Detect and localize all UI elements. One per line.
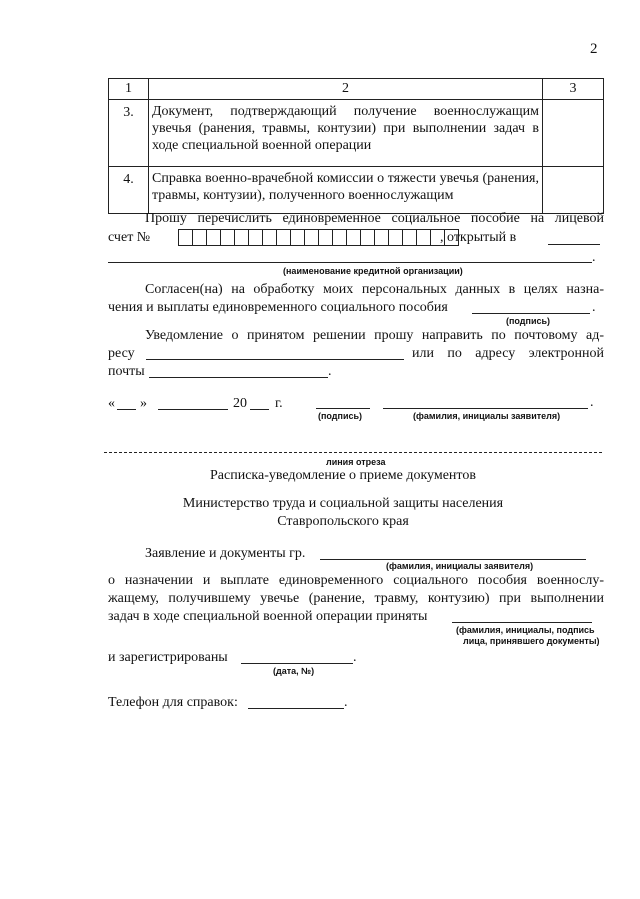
accepted-by-field[interactable] [452,622,592,623]
account-digit-box[interactable] [248,229,262,246]
date-close-quote: » [140,396,147,411]
consent-line-2: чения и выплаты единовременного социального пособия [108,300,448,315]
signature-field[interactable] [316,408,370,409]
bank-name-field[interactable] [548,244,600,245]
year-field[interactable] [250,409,269,410]
consent-line-1: Согласен(на) на обработку моих персональных данных в целях назна- [145,282,604,297]
row-text-cell [149,100,543,167]
bank-hint: (наименование кредитной организации) [283,266,463,276]
account-digit-box[interactable] [192,229,206,246]
receipt-title: Расписка-уведомление о приеме документов [210,468,476,483]
registered-label: и зарегистрированы [108,650,228,665]
receipt-applicant-hint: (фамилия, инициалы заявителя) [386,561,534,571]
row-col3 [543,100,604,167]
notice-address-label: ресу [108,346,135,361]
cut-line-label: линия отреза [326,457,386,467]
account-digit-box[interactable] [304,229,318,246]
table-row [109,167,604,214]
registered-hint: (дата, №) [273,666,315,676]
account-digit-box[interactable] [374,229,388,246]
accepted-hint-1: (фамилия, инициалы, подпись [456,625,595,635]
accepted-hint-2: лица, принявшего документы) [463,636,600,646]
table-row [109,100,604,167]
notice-line-1: Уведомление о принятом решении прошу направить по почтовому ад- [145,328,604,343]
table-header-row [109,79,604,100]
account-digit-box[interactable] [178,229,192,246]
account-digit-box[interactable] [234,229,248,246]
day-field[interactable] [117,409,136,410]
account-label: счет № [108,230,151,245]
account-number-boxes[interactable] [178,229,459,245]
bank-name-line[interactable] [108,262,592,263]
account-digit-box[interactable] [332,229,346,246]
notice-email-prefix: почты [108,364,145,379]
documents-table [108,78,604,214]
account-digit-box[interactable] [388,229,402,246]
receipt-body-line-2: жащему, получившему увечье (ранение, травму, контузию) при выполнении [108,591,604,606]
postal-address-field[interactable] [146,359,404,360]
date-name-hint: (фамилия, инициалы заявителя) [413,411,561,421]
receipt-body-line-3: задач в ходе специальной военной операции приняты [108,609,428,624]
account-digit-box[interactable] [276,229,290,246]
account-digit-box[interactable] [290,229,304,246]
account-digit-box[interactable] [402,229,416,246]
account-digit-box[interactable] [220,229,234,246]
registered-field[interactable] [241,663,353,664]
ministry-line-1: Министерство труда и социальной защиты населения [182,496,504,511]
account-digit-box[interactable] [318,229,332,246]
ministry-line-2: Ставропольского края [277,514,409,529]
date-sign-hint: (подпись) [318,411,363,421]
date-open-quote: « [108,396,115,411]
account-digit-box[interactable] [206,229,220,246]
year-prefix: 20 [233,396,247,411]
account-digit-box[interactable] [262,229,276,246]
phone-field[interactable] [248,708,344,709]
row-text: Справка военно-врачебной комиссии о тяжести увечья (ранения, травмы, контузии), полученного военнослужащим [152,171,539,203]
consent-signature-field[interactable] [472,313,590,314]
notice-email-label: или по адресу электронной [412,346,604,361]
consent-sign-hint: (подпись) [506,316,551,326]
month-field[interactable] [158,409,228,410]
row-number: 4. [109,167,149,214]
applicant-label: Заявление и документы гр. [145,546,306,561]
header-col-2: 2 [149,79,543,100]
row-number: 3. [109,100,149,167]
payment-line-1: Прошу перечислить единовременное социальное пособие на лицевой [145,211,604,226]
row-col3 [543,167,604,214]
row-text-cell [149,167,543,214]
row-text: Документ, подтверждающий получение военнослужащим увечья (ранения, травмы, контузии) при выполнении задач в ходе специальной военной операции [152,104,539,153]
account-digit-box[interactable] [416,229,430,246]
opened-at-label: , открытый в [440,230,517,245]
cut-line [104,452,602,453]
receipt-body-line-1: о назначении и выплате единовременного социального пособия военнослу- [108,573,604,588]
page-number: 2 [590,41,598,57]
receipt-applicant-field[interactable] [320,559,586,560]
applicant-name-field[interactable] [383,408,588,409]
email-field[interactable] [149,377,328,378]
account-digit-box[interactable] [346,229,360,246]
year-suffix: г. [275,396,283,411]
header-col-1: 1 [109,79,149,100]
account-digit-box[interactable] [360,229,374,246]
header-col-3: 3 [543,79,604,100]
phone-label: Телефон для справок: [108,695,238,710]
